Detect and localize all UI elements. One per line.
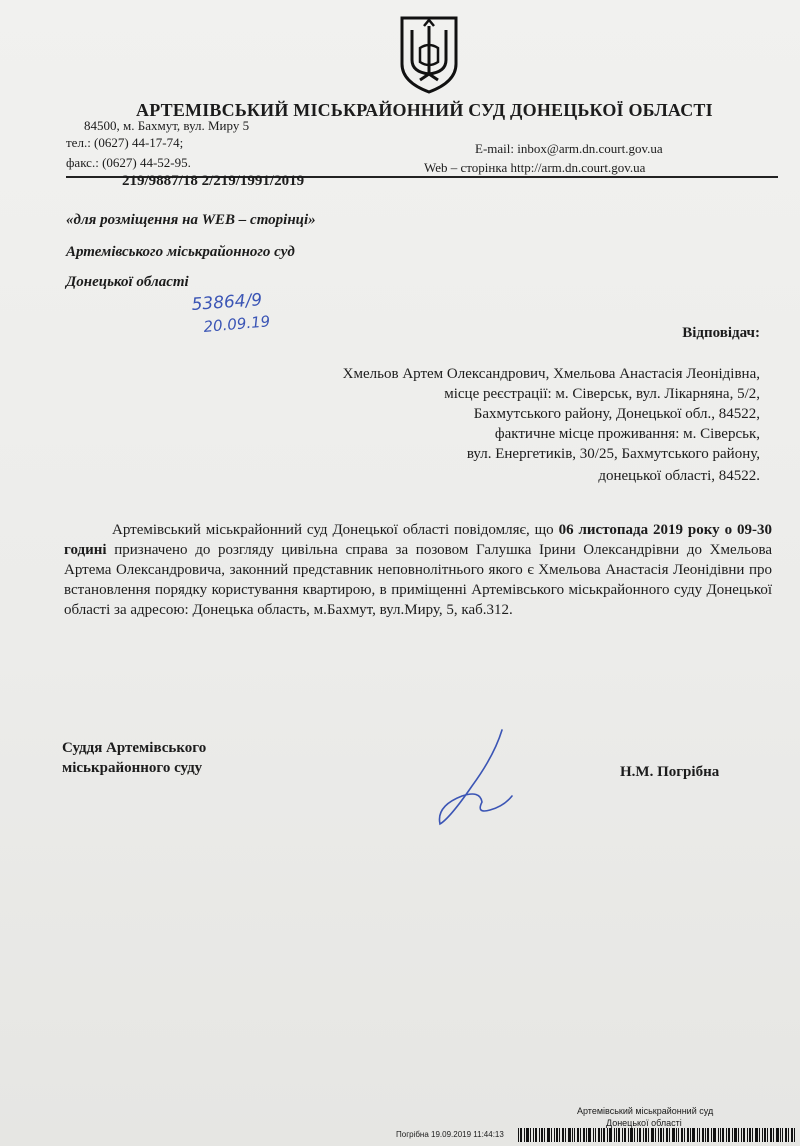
barcode-icon bbox=[518, 1128, 798, 1142]
barcode-bar bbox=[588, 1128, 591, 1142]
addressee-line: місце реєстрації: м. Сіверськ, вул. Лікарняна, 5/2, bbox=[444, 386, 760, 402]
barcode-bar bbox=[595, 1128, 596, 1142]
barcode-bar bbox=[697, 1128, 698, 1142]
judge-name: Н.М. Погрібна bbox=[620, 764, 720, 780]
barcode-bar bbox=[755, 1128, 758, 1142]
barcode-bar bbox=[648, 1128, 649, 1142]
barcode-bar bbox=[684, 1128, 685, 1142]
barcode-bar bbox=[622, 1128, 623, 1142]
barcode-bar bbox=[526, 1128, 529, 1142]
barcode-bar bbox=[616, 1128, 617, 1142]
barcode-bar bbox=[690, 1128, 691, 1142]
barcode-bar bbox=[791, 1128, 793, 1142]
barcode-bar bbox=[713, 1128, 716, 1142]
barcode-bar bbox=[551, 1128, 552, 1142]
court-email: E-mail: inbox@arm.dn.court.gov.ua bbox=[475, 141, 663, 156]
case-number: 219/9887/18 2/219/1991/2019 bbox=[122, 173, 305, 189]
barcode-bar bbox=[565, 1128, 566, 1142]
barcode-bar bbox=[687, 1128, 689, 1142]
barcode-bar bbox=[609, 1128, 612, 1142]
barcode-bar bbox=[547, 1128, 550, 1142]
barcode-bar bbox=[614, 1128, 615, 1142]
handwritten-registration-note bbox=[188, 290, 338, 338]
addressee-line: Бахмутського району, Донецької обл., 84522, bbox=[473, 406, 760, 422]
barcode-bar bbox=[764, 1128, 766, 1142]
barcode-bar bbox=[666, 1128, 668, 1142]
barcode-bar bbox=[572, 1128, 573, 1142]
barcode-bar bbox=[702, 1128, 704, 1142]
barcode-bar bbox=[776, 1128, 779, 1142]
barcode-bar bbox=[643, 1128, 644, 1142]
barcode-bar bbox=[628, 1128, 629, 1142]
barcode-bar bbox=[734, 1128, 737, 1142]
addressee-line: вул. Енергетиків, 30/25, Бахмутського району, bbox=[466, 446, 760, 462]
barcode-bar bbox=[726, 1128, 727, 1142]
barcode-bar bbox=[773, 1128, 774, 1142]
barcode-bar bbox=[676, 1128, 677, 1142]
barcode-bar bbox=[533, 1128, 534, 1142]
barcode-bar bbox=[705, 1128, 706, 1142]
barcode-bar bbox=[658, 1128, 659, 1142]
court-phone: тел.: (0627) 44-17-74; bbox=[66, 135, 184, 150]
barcode-bar bbox=[535, 1128, 537, 1142]
barcode-bar bbox=[580, 1128, 581, 1142]
electronic-stamp: Погрібна 19.09.2019 11:44:13 bbox=[396, 1130, 504, 1139]
barcode-bar bbox=[663, 1128, 664, 1142]
barcode-bar bbox=[785, 1128, 787, 1142]
barcode-bar bbox=[767, 1128, 768, 1142]
handwritten-note-line2: 20.09.19 bbox=[202, 312, 271, 336]
barcode-bar bbox=[722, 1128, 724, 1142]
court-address: 84500, м. Бахмут, вул. Миру 5 bbox=[84, 118, 250, 133]
barcode-bar bbox=[707, 1128, 709, 1142]
barcode-bar bbox=[738, 1128, 739, 1142]
barcode-bar bbox=[747, 1128, 748, 1142]
barcode-bar bbox=[530, 1128, 531, 1142]
barcode-bar bbox=[681, 1128, 683, 1142]
barcode-bar bbox=[544, 1128, 545, 1142]
notice-body-part2: призначено до розгляду цивільна справа за позовом Галушка Ірини Олександрівни до Хмельова Артема Олександровича, законний представник неповнолітнього якого є Хмельова Анастасія Леонідівни про встановлення порядку користування квартирою, в приміщенні Артемівського міськрайонного суду Донецької області за адресою: Донецька область, м.Бахмут, вул.Миру, 5, каб.312. bbox=[64, 542, 772, 618]
barcode-bar bbox=[770, 1128, 772, 1142]
barcode-bar bbox=[672, 1128, 675, 1142]
barcode-bar bbox=[624, 1128, 626, 1142]
barcode-bar bbox=[559, 1128, 560, 1142]
footer-court-region: Донецької області bbox=[606, 1118, 682, 1128]
court-website: Web – сторінка http://arm.dn.court.gov.ua bbox=[424, 160, 646, 175]
barcode-bar bbox=[759, 1128, 760, 1142]
placement-note-line1: «для розміщення на WEB – сторінці» bbox=[66, 212, 316, 228]
barcode-bar bbox=[743, 1128, 745, 1142]
barcode-bar bbox=[618, 1128, 620, 1142]
barcode-bar bbox=[749, 1128, 751, 1142]
barcode-bar bbox=[598, 1128, 600, 1142]
barcode-bar bbox=[732, 1128, 733, 1142]
barcode-bar bbox=[711, 1128, 712, 1142]
respondent-label: Відповідач: bbox=[682, 325, 760, 341]
barcode-bar bbox=[601, 1128, 602, 1142]
addressee-line: Хмельов Артем Олександрович, Хмельова Анастасія Леонідівна, bbox=[342, 366, 760, 382]
barcode-bar bbox=[762, 1128, 763, 1142]
barcode-bar bbox=[788, 1128, 789, 1142]
barcode-bar bbox=[630, 1128, 633, 1142]
addressee-line: донецької області, 84522. bbox=[598, 468, 760, 484]
barcode-bar bbox=[720, 1128, 721, 1142]
barcode-bar bbox=[780, 1128, 781, 1142]
barcode-bar bbox=[568, 1128, 571, 1142]
notice-body bbox=[64, 520, 772, 620]
barcode-bar bbox=[577, 1128, 579, 1142]
barcode-bar bbox=[603, 1128, 605, 1142]
coat-of-arms-icon bbox=[398, 14, 460, 94]
barcode-bar bbox=[637, 1128, 638, 1142]
barcode-bar bbox=[586, 1128, 587, 1142]
handwritten-note-line1: 53864/9 bbox=[190, 290, 263, 315]
notice-body-part1: Артемівський міськрайонний суд Донецької області повідомляє, що bbox=[112, 522, 559, 538]
barcode-bar bbox=[562, 1128, 564, 1142]
placement-note-line3: Донецької області bbox=[66, 274, 189, 290]
judge-signature bbox=[432, 726, 522, 830]
court-fax: факс.: (0627) 44-52-95. bbox=[66, 155, 191, 170]
barcode-bar bbox=[692, 1128, 695, 1142]
barcode-bar bbox=[541, 1128, 543, 1142]
barcode-bar bbox=[794, 1128, 795, 1142]
barcode-bar bbox=[699, 1128, 700, 1142]
barcode-bar bbox=[718, 1128, 719, 1142]
barcode-bar bbox=[539, 1128, 540, 1142]
addressee-line: фактичне місце проживання: м. Сіверськ, bbox=[494, 426, 760, 442]
barcode-bar bbox=[574, 1128, 575, 1142]
footer-court-name: Артемівський міськрайонний суд bbox=[577, 1106, 714, 1116]
barcode-bar bbox=[651, 1128, 654, 1142]
barcode-bar bbox=[520, 1128, 522, 1142]
court-title: АРТЕМІВСЬКИЙ МІСЬКРАЙОННИЙ СУД ДОНЕЦЬКОЇ ОБЛАСТІ bbox=[136, 100, 713, 120]
barcode-bar bbox=[728, 1128, 730, 1142]
barcode-bar bbox=[655, 1128, 656, 1142]
barcode-bar bbox=[639, 1128, 641, 1142]
barcode-bar bbox=[645, 1128, 647, 1142]
barcode-bar bbox=[607, 1128, 608, 1142]
barcode-bar bbox=[660, 1128, 662, 1142]
barcode-bar bbox=[518, 1128, 519, 1142]
barcode-bar bbox=[752, 1128, 753, 1142]
barcode-bar bbox=[556, 1128, 558, 1142]
hearing-datetime: 06 листопада 2019 року о 09-30 годині bbox=[64, 522, 772, 558]
placement-note-line2: Артемівського міськрайонного суд bbox=[66, 244, 295, 260]
barcode-bar bbox=[554, 1128, 555, 1142]
barcode-bar bbox=[593, 1128, 594, 1142]
barcode-bar bbox=[634, 1128, 635, 1142]
barcode-bar bbox=[583, 1128, 585, 1142]
barcode-bar bbox=[782, 1128, 783, 1142]
barcode-bar bbox=[524, 1128, 525, 1142]
barcode-bar bbox=[678, 1128, 679, 1142]
barcode-bar bbox=[741, 1128, 742, 1142]
judge-position: Суддя Артемівського міськрайонного суду bbox=[62, 740, 207, 776]
barcode-bar bbox=[669, 1128, 670, 1142]
